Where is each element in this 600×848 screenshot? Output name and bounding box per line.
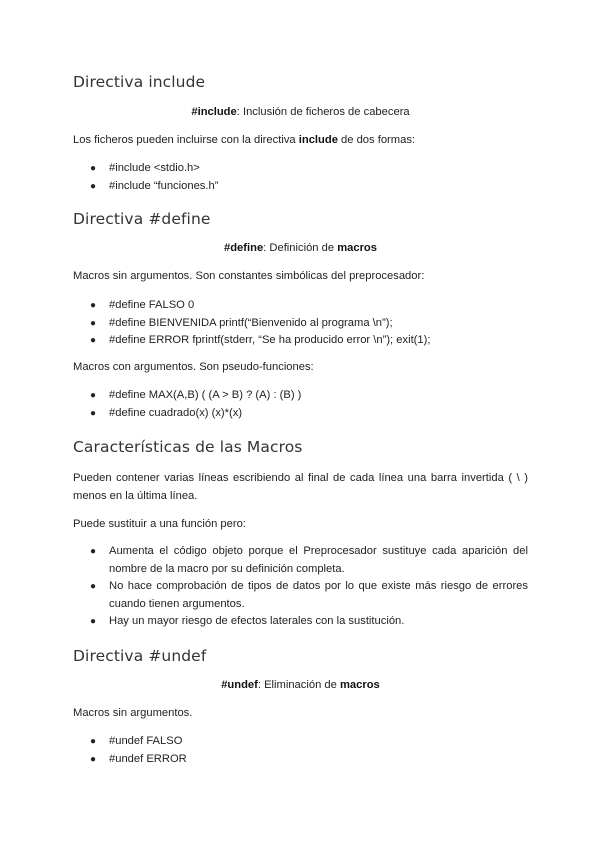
subtitle-undef-bold2: macros bbox=[339, 679, 380, 691]
bullet-icon: ● bbox=[90, 317, 97, 329]
list-item bbox=[73, 315, 528, 333]
bullet-icon: ● bbox=[90, 407, 97, 419]
paragraph-features-2: Puede sustituir a una función pero: bbox=[73, 518, 246, 530]
intro-text-end: de dos formas: bbox=[337, 134, 416, 146]
subtitle-include bbox=[73, 106, 528, 118]
subtitle-define-text: : Definición de bbox=[263, 242, 338, 254]
list-item-text: #define ERROR fprintf(stderr, “Se ha producido error \n”); exit(1); bbox=[109, 334, 431, 346]
paragraph-include-intro bbox=[73, 131, 528, 149]
bullet-icon: ● bbox=[90, 736, 97, 747]
subtitle-define bbox=[73, 242, 528, 254]
bullet-icon: ● bbox=[90, 546, 97, 557]
list-item bbox=[73, 387, 528, 405]
intro-text-start: Los ficheros pueden incluirse con la directiva bbox=[73, 134, 299, 146]
heading-features: Características de las Macros bbox=[73, 438, 303, 456]
list-features bbox=[73, 543, 528, 631]
list-item-text: #undef FALSO bbox=[109, 735, 183, 747]
heading-define: Directiva #define bbox=[73, 210, 211, 228]
list-item bbox=[73, 178, 528, 196]
subtitle-include-text: : Inclusión de ficheros de cabecera bbox=[236, 106, 410, 118]
list-item-text: #define cuadrado(x) (x)*(x) bbox=[109, 406, 243, 419]
list-item-text: #undef ERROR bbox=[109, 752, 187, 765]
bullet-icon: ● bbox=[90, 335, 97, 346]
list-item-text: No hace comprobación de tipos de datos por lo que existe más riesgo de errores cuando tienen argumentos. bbox=[109, 580, 528, 610]
list-item-text: #include “funciones.h” bbox=[109, 179, 219, 192]
list-item bbox=[73, 578, 528, 613]
bullet-icon: ● bbox=[90, 163, 97, 174]
list-item bbox=[73, 297, 528, 315]
bullet-icon: ● bbox=[90, 180, 97, 192]
list-item-text: Aumenta el código objeto porque el Preprocesador sustituye cada aparición del nombre de la macro por su definición completa. bbox=[109, 545, 528, 575]
list-item-text: #define MAX(A,B) ( (A > B) ? (A) : (B) ) bbox=[109, 389, 302, 401]
bullet-icon: ● bbox=[90, 300, 97, 311]
list-item-text: #include <stdio.h> bbox=[109, 162, 200, 174]
subtitle-define-bold2: macros bbox=[337, 242, 377, 254]
paragraph-define-args: Macros con argumentos. Son pseudo-funciones: bbox=[73, 361, 314, 373]
list-item bbox=[73, 332, 528, 350]
subtitle-undef bbox=[73, 679, 528, 691]
bullet-icon: ● bbox=[90, 753, 97, 765]
list-undef bbox=[73, 733, 528, 768]
paragraph-undef: Macros sin argumentos. bbox=[73, 707, 193, 719]
bullet-icon: ● bbox=[90, 581, 97, 592]
bullet-icon: ● bbox=[90, 390, 97, 401]
list-item-text: Hay un mayor riesgo de efectos laterales con la sustitución. bbox=[109, 615, 405, 627]
list-include bbox=[73, 160, 528, 195]
list-item bbox=[73, 751, 528, 769]
list-item bbox=[73, 543, 528, 578]
list-item bbox=[73, 160, 528, 178]
subtitle-undef-bold: #undef bbox=[221, 679, 258, 691]
list-define-no-args bbox=[73, 297, 528, 350]
list-define-args bbox=[73, 387, 528, 422]
bullet-icon: ● bbox=[90, 616, 97, 627]
intro-text-bold: include bbox=[298, 134, 338, 146]
list-item bbox=[73, 733, 528, 751]
heading-include: Directiva include bbox=[73, 73, 206, 91]
list-item bbox=[73, 613, 528, 631]
subtitle-undef-text: : Eliminación de bbox=[257, 679, 340, 691]
subtitle-define-bold: #define bbox=[224, 242, 264, 254]
heading-undef: Directiva #undef bbox=[73, 647, 207, 665]
paragraph-define-no-args: Macros sin argumentos. Son constantes simbólicas del preprocesador: bbox=[73, 270, 425, 282]
list-item bbox=[73, 405, 528, 423]
list-item-text: #define BIENVENIDA printf(“Bienvenido al programa \n”); bbox=[109, 316, 393, 329]
subtitle-include-bold: #include bbox=[191, 106, 237, 118]
paragraph-features-1: Pueden contener varias líneas escribiendo al final de cada línea una barra invertida ( \ ) menos en la última línea. bbox=[73, 472, 528, 502]
list-item-text: #define FALSO 0 bbox=[109, 299, 195, 311]
